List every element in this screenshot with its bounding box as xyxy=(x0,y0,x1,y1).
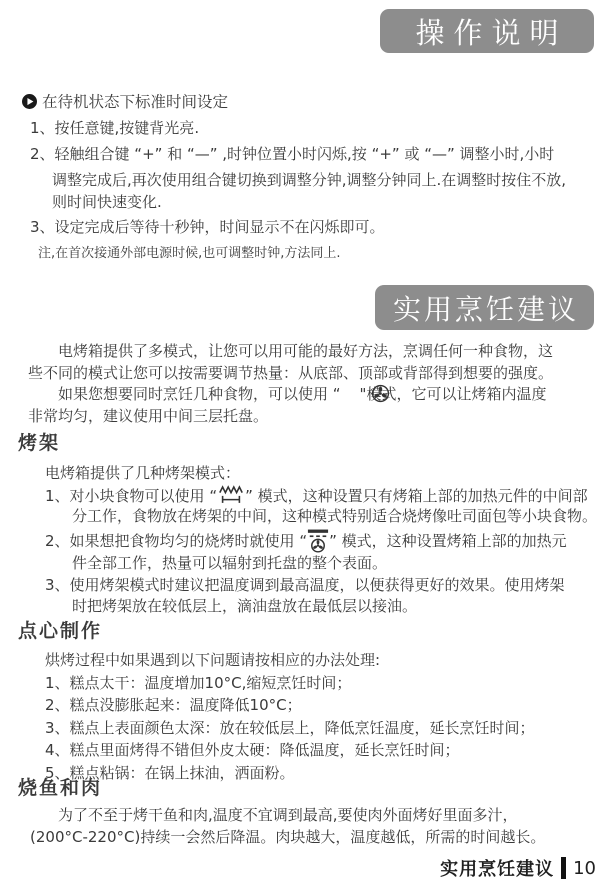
footer-page-number: 10 xyxy=(573,857,596,879)
time-step-2-line-3: 则时间快速变化. xyxy=(52,193,162,211)
fish-meat-heading: 烧鱼和肉 xyxy=(18,777,103,799)
grill-item-1-after: ” 模式，这种设置只有烤箱上部的加热元件的中间部 xyxy=(245,486,588,505)
pastry-heading: 点心制作 xyxy=(18,620,103,642)
top-heat-with-fan-icon xyxy=(307,529,329,553)
section-header-cooking-advice-label: 实用烹饪建议 xyxy=(392,292,579,326)
pastry-tip-3: 3、糕点上表面颜色太深：放在较低层上，降低烹饪温度，延长烹饪时间； xyxy=(45,718,535,737)
pastry-section xyxy=(18,618,596,783)
grill-item-2-line-2: 件全部工作，热量可以辐射到托盘的整个表面。 xyxy=(72,553,388,572)
fish-meat-line-1: 为了不至于烤干鱼和肉,温度不宜调到最高,要使肉外面烤好里面多汁， xyxy=(58,806,518,824)
fish-meat-line-2: (200°C-220°C)持续一会然后降温。肉块越大，温度越低，所需的时间越长。 xyxy=(30,827,546,846)
time-setting-title-row xyxy=(22,90,598,112)
grill-heading: 烤架 xyxy=(18,432,61,454)
advice-paragraph-2-line-1 xyxy=(28,384,594,406)
pastry-tip-1: 1、糕点太干：温度增加10°C,缩短烹饪时间； xyxy=(45,673,352,692)
pastry-tip-2: 2、糕点没膨胀起来：温度降低10°C； xyxy=(45,696,302,714)
advice-paragraph-1-line-2: 些不同的模式让您可以按需要调节热量：从底部、顶部或背部得到想要的强度。 xyxy=(28,363,554,382)
play-circle-icon xyxy=(22,94,37,109)
pastry-intro: 烘烤过程中如果遇到以下问题请按相应的办法处理: xyxy=(45,651,381,669)
section-header-operation xyxy=(380,9,594,53)
page-footer xyxy=(440,855,596,881)
footer-section-label: 实用烹饪建议 xyxy=(440,859,555,880)
advice-text-before-fan: 如果您想要同时烹饪几种食物，可以使用 “ xyxy=(58,385,341,403)
time-step-3: 3、设定完成后等待十秒钟，时间显示不在闪烁即可。 xyxy=(30,218,385,236)
fish-meat-section xyxy=(18,775,596,848)
grill-item-1-line-1 xyxy=(18,485,596,507)
convection-fan-icon xyxy=(341,384,360,403)
cooking-advice-section xyxy=(28,341,594,427)
grill-intro: 电烤箱提供了几种烤架模式： xyxy=(45,464,241,482)
time-step-2-line-1: 2、轻触组合键 “+” 和 “—” ,时钟位置小时闪烁,按 “+” 或 “—” 调整小时,小时 xyxy=(30,145,555,163)
grill-item-1-before: 1、对小块食物可以使用 “ xyxy=(45,486,218,505)
advice-paragraph-2-line-2: 非常均匀，建议使用中间三层托盘。 xyxy=(28,406,269,425)
time-setting-note: 注,在首次接通外部电源时候,也可调整时钟,方法同上. xyxy=(38,246,341,261)
grill-item-3-line-2: 时把烤架放在较低层上，滴油盘放在最低层以接油。 xyxy=(72,596,418,615)
grill-item-2-line-1 xyxy=(18,529,596,553)
time-step-2-line-2: 调整完成后,再次使用组合键切换到调整分钟,调整分钟同上.在调整时按住不放, xyxy=(52,171,567,189)
top-center-heat-element-icon xyxy=(217,485,245,504)
section-header-cooking-advice xyxy=(375,285,594,330)
pastry-tip-4: 4、糕点里面烤得不错但外皮太硬：降低温度，延长烹饪时间； xyxy=(45,741,460,759)
advice-paragraph-1-line-1: 电烤箱提供了多模式，让您可以用可能的最好方法，烹调任何一种食物，这 xyxy=(58,342,554,360)
advice-text-after-fan: "模式，它可以让烤箱内温度 xyxy=(359,385,547,403)
section-header-operation-label: 操作说明 xyxy=(415,15,568,50)
time-step-1: 1、按任意键,按键背光亮. xyxy=(30,119,200,137)
time-setting-title: 在待机状态下标准时间设定 xyxy=(42,93,229,111)
grill-item-2-before: 2、如果想把食物均匀的烧烤时就使用 “ xyxy=(45,531,308,550)
pastry-tip-5: 5、糕点粘锅：在锅上抹油，洒面粉。 xyxy=(45,763,295,782)
grill-item-3-line-1: 3、使用烤架模式时建议把温度调到最高温度，以便获得更好的效果。使用烤架 xyxy=(45,576,565,594)
grill-item-2-after: ” 模式，这种设置烤箱上部的加热元 xyxy=(329,531,567,550)
time-setting-section xyxy=(22,90,598,263)
grill-section xyxy=(18,430,596,616)
footer-divider xyxy=(561,857,566,879)
grill-item-1-line-2: 分工作，食物放在烤架的中间，这种模式特别适合烧烤像吐司面包等小块食物。 xyxy=(72,507,598,525)
